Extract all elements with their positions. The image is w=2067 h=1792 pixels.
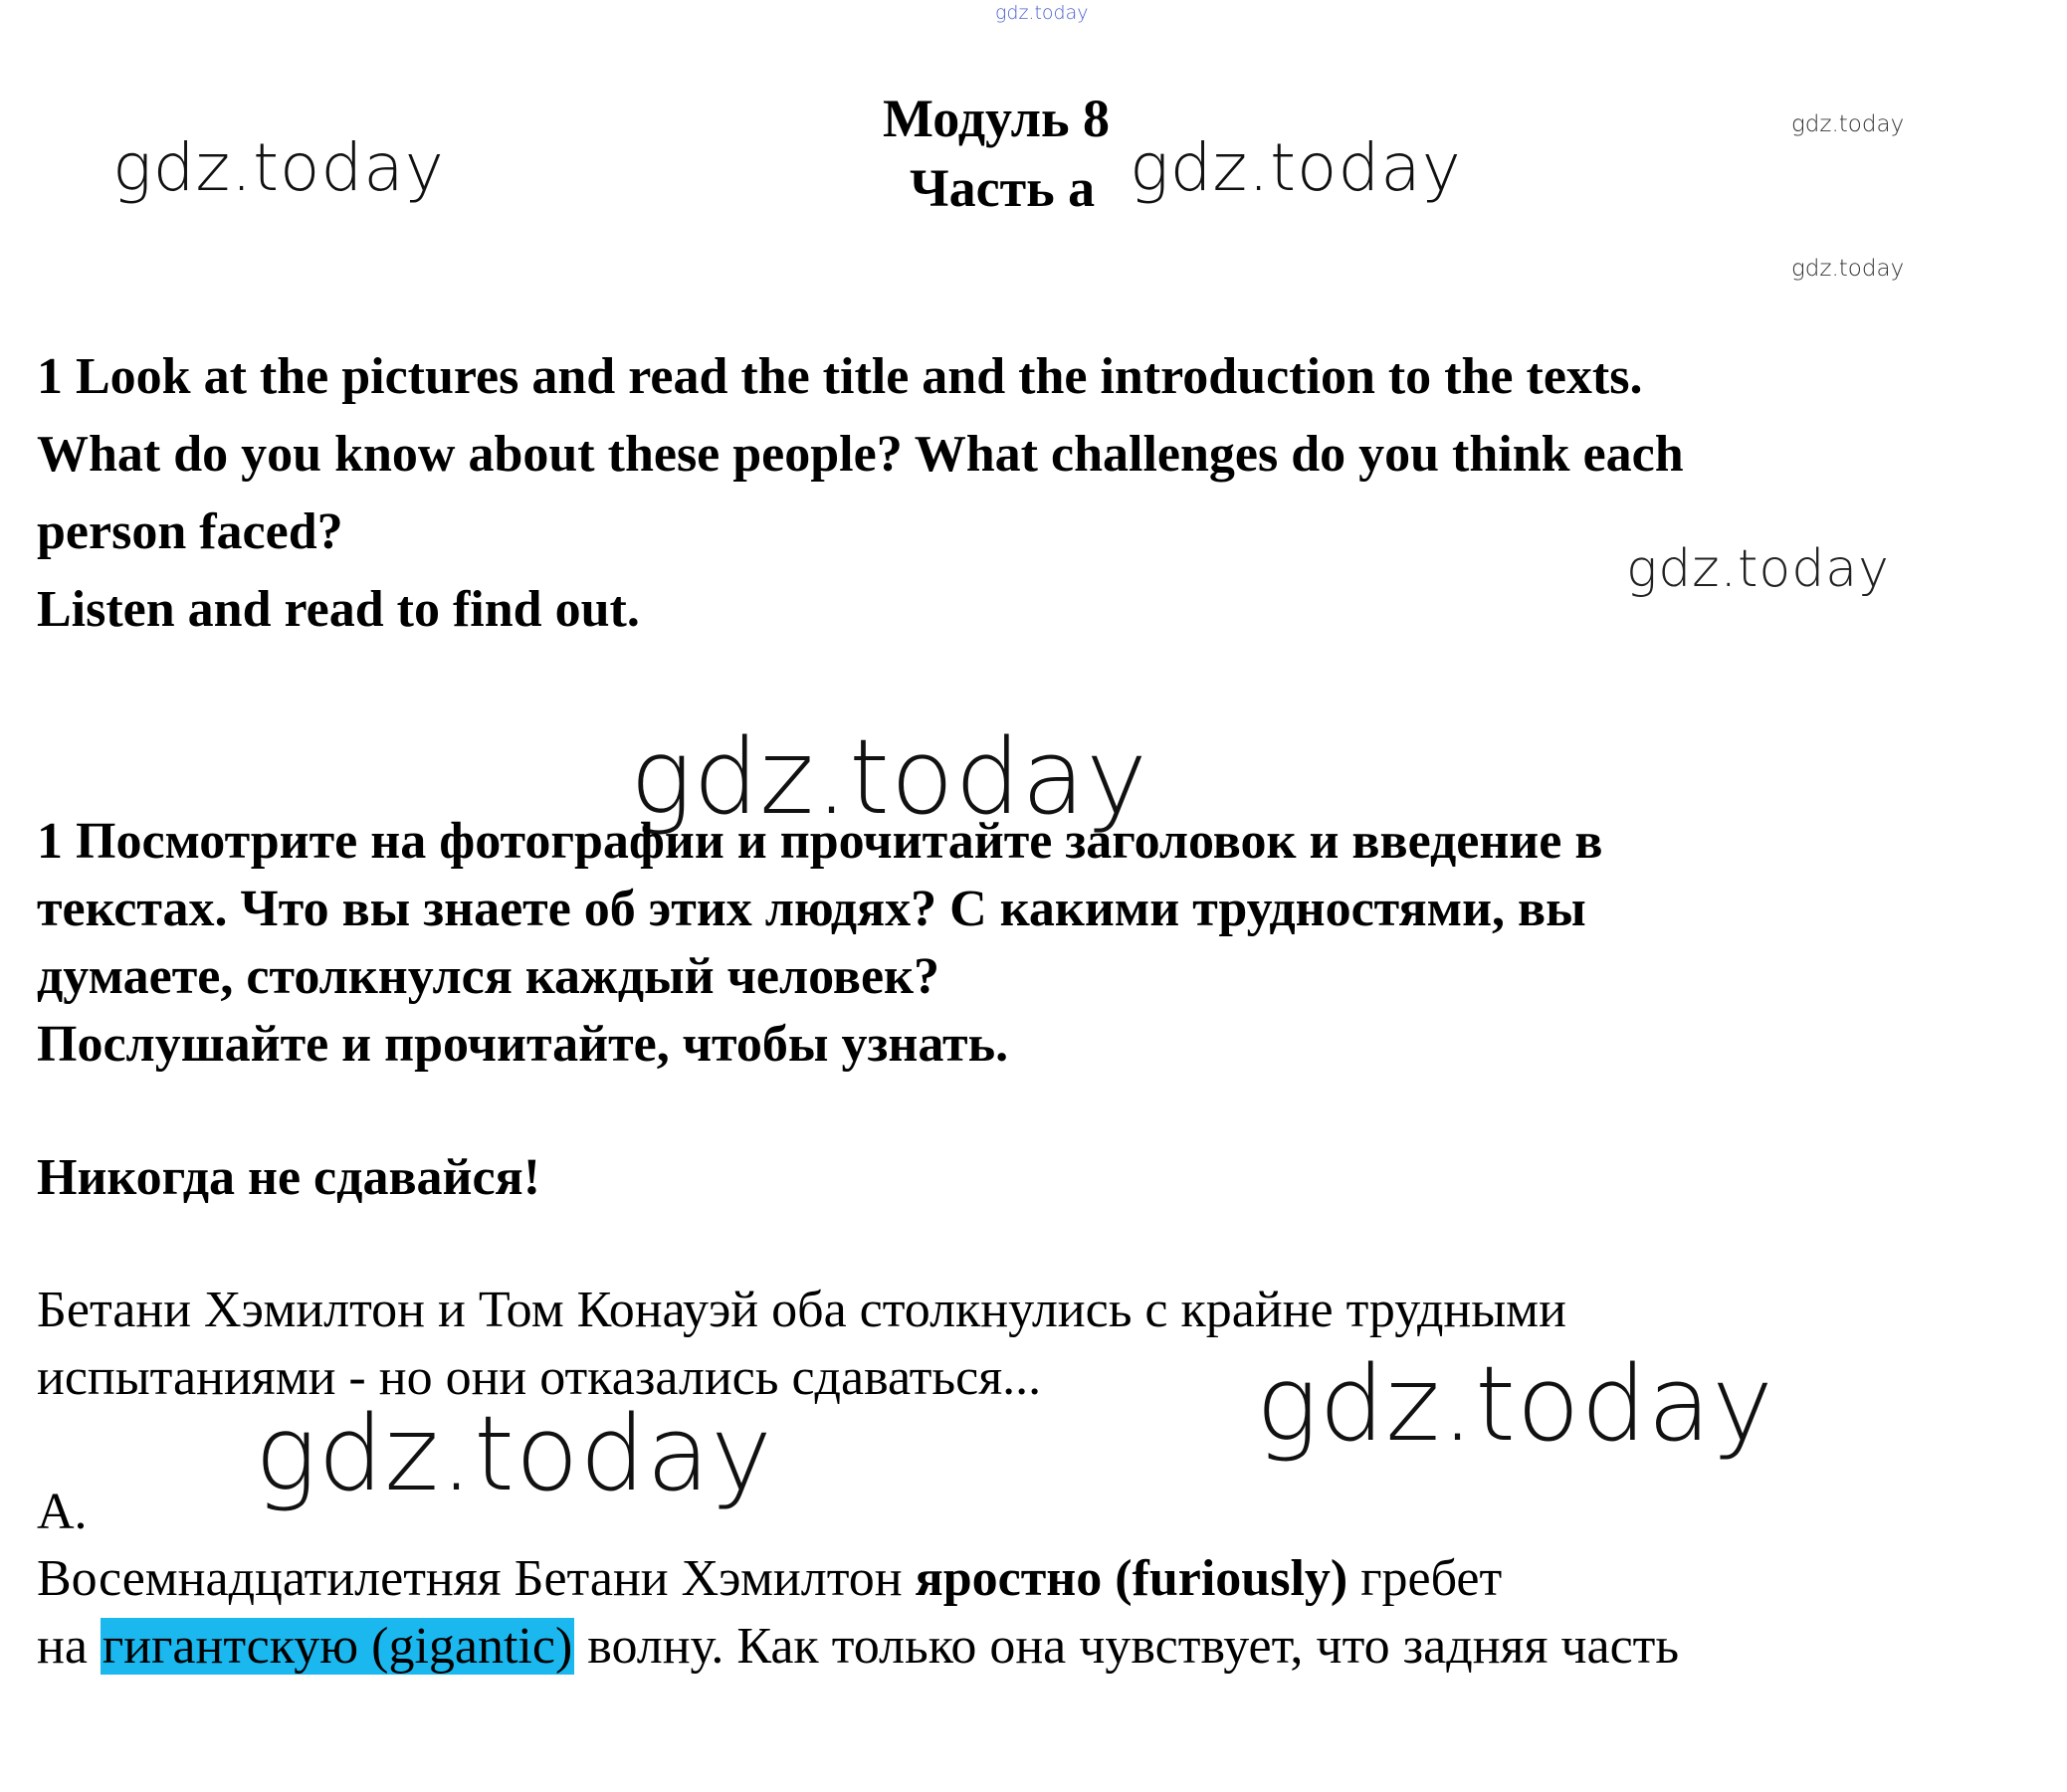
paragraph-text: Восемнадцатилетняя Бетани Хэмилтон	[37, 1550, 916, 1607]
watermark: gdz.today	[1791, 256, 1905, 282]
watermark: gdz.today	[1791, 111, 1905, 137]
paragraph-text: гребет	[1347, 1550, 1503, 1607]
bold-phrase: яростно (furiously)	[915, 1550, 1348, 1607]
task-russian	[37, 808, 1602, 1079]
watermark: gdz.today	[1130, 129, 1462, 206]
text-title: Никогда не сдавайся!	[37, 1149, 541, 1206]
paragraph-text: волну. Как только она чувствует, что задняя часть	[574, 1618, 1680, 1675]
part-heading: Часть a	[910, 158, 1096, 218]
intro-line: Бетани Хэмилтон и Том Конауэй оба столкнулись с крайне трудными	[37, 1282, 1566, 1338]
task-russian-line: 1 Посмотрите на фотографии и прочитайте заголовок и введение в	[37, 813, 1603, 870]
section-marker: A.	[37, 1484, 88, 1540]
task-english-line: person faced?	[37, 503, 343, 560]
task-english-line: 1 Look at the pictures and read the title and the introduction to the texts.	[37, 348, 1643, 405]
paragraph-text: на	[37, 1618, 101, 1675]
task-russian-line: Послушайте и прочитайте, чтобы узнать.	[37, 1016, 1009, 1073]
watermark: gdz.today	[1626, 539, 1890, 599]
watermark: gdz.today	[630, 716, 1148, 838]
watermark: gdz.today	[1256, 1343, 1774, 1465]
watermark: gdz.today	[112, 129, 445, 206]
task-russian-line: текстах. Что вы знаете об этих людях? С какими трудностями, вы	[37, 881, 1586, 937]
module-heading: Модуль 8	[883, 89, 1111, 148]
intro-line: испытаниями - но они отказались сдаваться...	[37, 1349, 1042, 1406]
paragraph-line	[37, 1613, 1679, 1681]
task-english	[37, 338, 1684, 649]
task-russian-line: думаете, столкнулся каждый человек?	[37, 948, 939, 1005]
highlighted-phrase: гигантскую (gigantic)	[102, 1618, 573, 1675]
intro-text	[37, 1277, 1566, 1412]
paragraph-line	[37, 1545, 1679, 1613]
watermark-top: gdz.today	[995, 2, 1089, 24]
task-english-line: What do you know about these people? What challenges do you think each	[37, 426, 1684, 483]
paragraph-a	[37, 1545, 1679, 1681]
watermark: gdz.today	[255, 1393, 773, 1514]
task-english-line: Listen and read to find out.	[37, 581, 640, 638]
